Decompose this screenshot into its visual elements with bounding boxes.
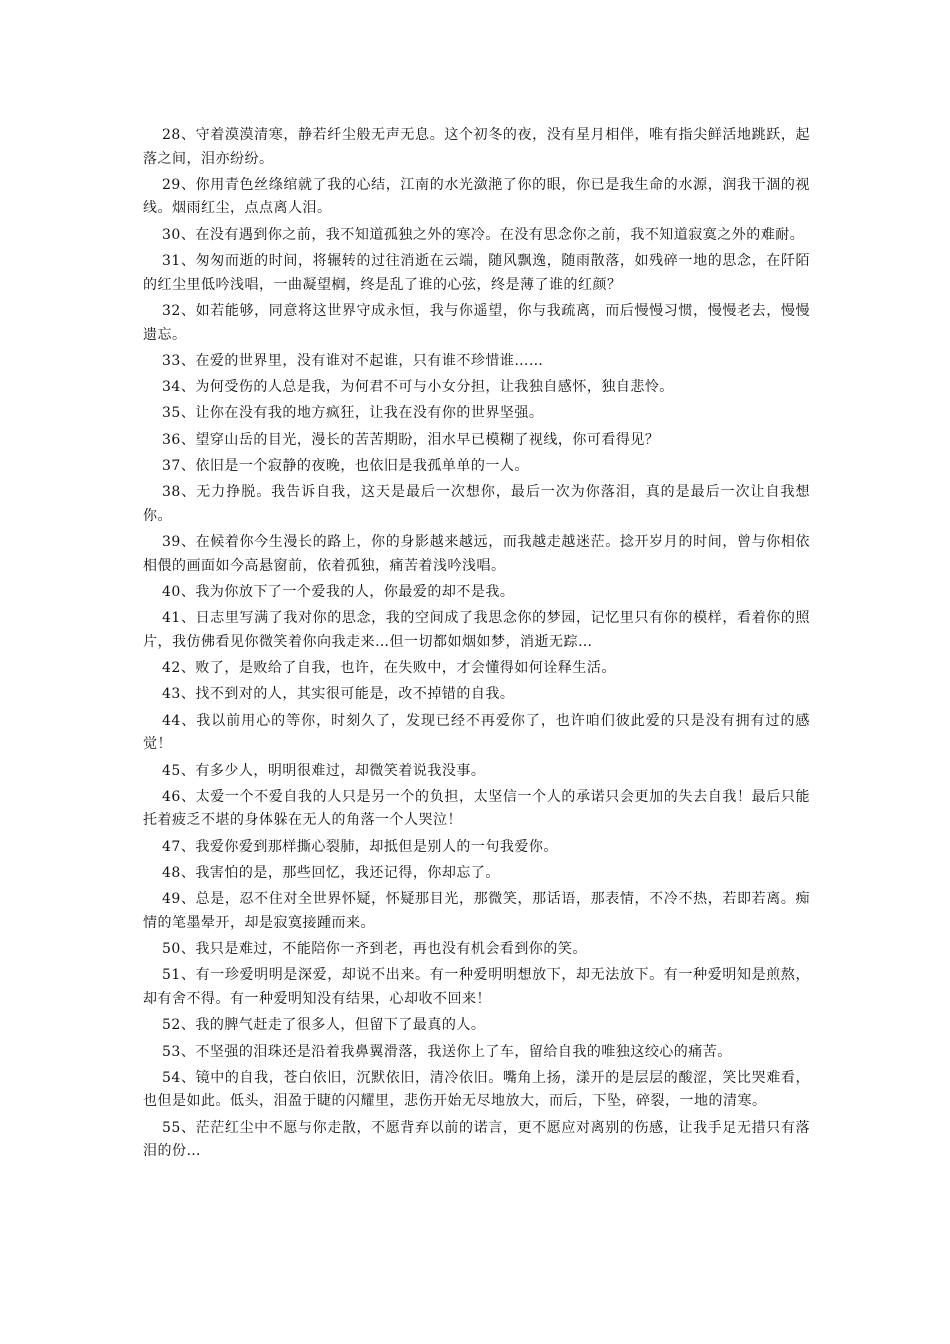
- paragraph-42: 42、败了，是败给了自我，也许，在失败中，才会懂得如何诠释生活。: [162, 660, 616, 677]
- document-body: [143, 124, 810, 1167]
- paragraph-49: 49、总是，忍不住对全世界怀疑，怀疑那目光，那微笑，那话语，那表情，不冷不热，若即若离。痴情的笔墨晕开，却是寂寞接踵而来。: [143, 891, 810, 931]
- paragraph-54: 54、镜中的自我，苍白依旧，沉默依旧，清冷依旧。嘴角上扬，漾开的是层层的酸涩，笑比哭难看，也但是如此。低头，泪盈于睫的闪耀里，悲伤开始无尽地放大，而后，下坠，碎裂，一地的清寒。: [143, 1069, 810, 1110]
- paragraph-33: 33、在爱的世界里，没有谁对不起谁，只有谁不珍惜谁……: [162, 352, 544, 369]
- paragraph-34: 34、为何受伤的人总是我，为何君不可与小女分担，让我独自感怀，独自悲怜。: [162, 379, 674, 396]
- paragraph-41: 41、日志里写满了我对你的思念，我的空间成了我思念你的梦园，记忆里只有你的模样，看着你的照片，我仿佛看见你微笑着你向我走来…但一切都如烟如梦，消逝无踪…: [143, 610, 810, 650]
- paragraph-48: 48、我害怕的是，那些回忆，我还记得，你却忘了。: [162, 864, 500, 881]
- paragraph-38: 38、无力挣脱。我告诉自我，这天是最后一次想你，最后一次为你落泪，真的是最后一次让自我想你。: [143, 484, 810, 524]
- paragraph-45: 45、有多少人，明明很难过，却微笑着说我没事。: [162, 762, 486, 779]
- paragraph-43: 43、找不到对的人，其实很可能是，改不掉错的自我。: [162, 686, 515, 703]
- paragraph-51: 51、有一珍爱明明是深爱，却说不出来。有一种爱明明想放下，却无法放下。有一种爱明知是煎熬，却有舍不得。有一种爱明知没有结果，心却收不回来！: [143, 967, 810, 1007]
- paragraph-53: 53、不坚强的泪珠还是沿着我鼻翼滑落，我送你上了车，留给自我的唯独这绞心的痛苦。: [162, 1043, 732, 1060]
- paragraph-55: 55、茫茫红尘中不愿与你走散，不愿背弃以前的诺言，更不愿应对离别的伤感，让我手足无措只有落泪的份…: [143, 1119, 810, 1160]
- paragraph-35: 35、让你在没有我的地方疯狂，让我在没有你的世界坚强。: [162, 405, 544, 422]
- paragraph-32: 32、如若能够，同意将这世界守成永恒，我与你遥望，你与我疏离，而后慢慢习惯，慢慢老去，慢慢遗忘。: [143, 302, 810, 343]
- paragraph-39: 39、在候着你今生漫长的路上，你的身影越来越远，而我越走越迷茫。捻开岁月的时间，曾与你相依相偎的画面如今高悬窗前，依着孤独，痛苦着浅吟浅唱。: [143, 534, 810, 574]
- paragraph-29: 29、你用青色丝绦绾就了我的心结，江南的水光潋滟了你的眼，你已是我生命的水源，润我干涸的视线。烟雨红尘，点点离人泪。: [143, 176, 810, 217]
- paragraph-28: 28、守着漠漠清寒，静若纤尘般无声无息。这个初冬的夜，没有星月相伴，唯有指尖鲜活地跳跃，起落之间，泪亦纷纷。: [143, 127, 810, 167]
- paragraph-52: 52、我的脾气赶走了很多人，但留下了最真的人。: [162, 1017, 486, 1034]
- paragraph-31: 31、匆匆而逝的时间，将辗转的过往消逝在云端，随风飘逸，随雨散落，如残碎一地的思念，在阡陌的红尘里低吟浅唱，一曲凝望榈，终是乱了谁的心弦，终是薄了谁的红颜？: [143, 253, 810, 293]
- paragraph-46: 46、太爱一个不爱自我的人只是另一个的负担，太坚信一个人的承诺只会更加的失去自我！最后只能托着疲乏不堪的身体躲在无人的角落一个人哭泣！: [143, 788, 810, 829]
- paragraph-36: 36、望穿山岳的目光，漫长的苦苦期盼，泪水早已模糊了视线，你可看得见？: [162, 431, 660, 448]
- paragraph-30: 30、在没有遇到你之前，我不知道孤独之外的寒冷。在没有思念你之前，我不知道寂寞之外的难耐。: [162, 226, 805, 243]
- paragraph-40: 40、我为你放下了一个爱我的人，你最爱的却不是我。: [162, 583, 515, 600]
- paragraph-37: 37、依旧是一个寂静的夜晚，也依旧是我孤单单的一人。: [162, 457, 529, 474]
- paragraph-50: 50、我只是难过，不能陪你一齐到老，再也没有机会看到你的笑。: [162, 941, 587, 958]
- paragraph-44: 44、我以前用心的等你，时刻久了，发现已经不再爱你了，也许咱们彼此爱的只是没有拥有过的感觉！: [143, 712, 810, 753]
- paragraph-47: 47、我爱你爱到那样撕心裂肺，却抵但是别人的一句我爱你。: [162, 838, 558, 855]
